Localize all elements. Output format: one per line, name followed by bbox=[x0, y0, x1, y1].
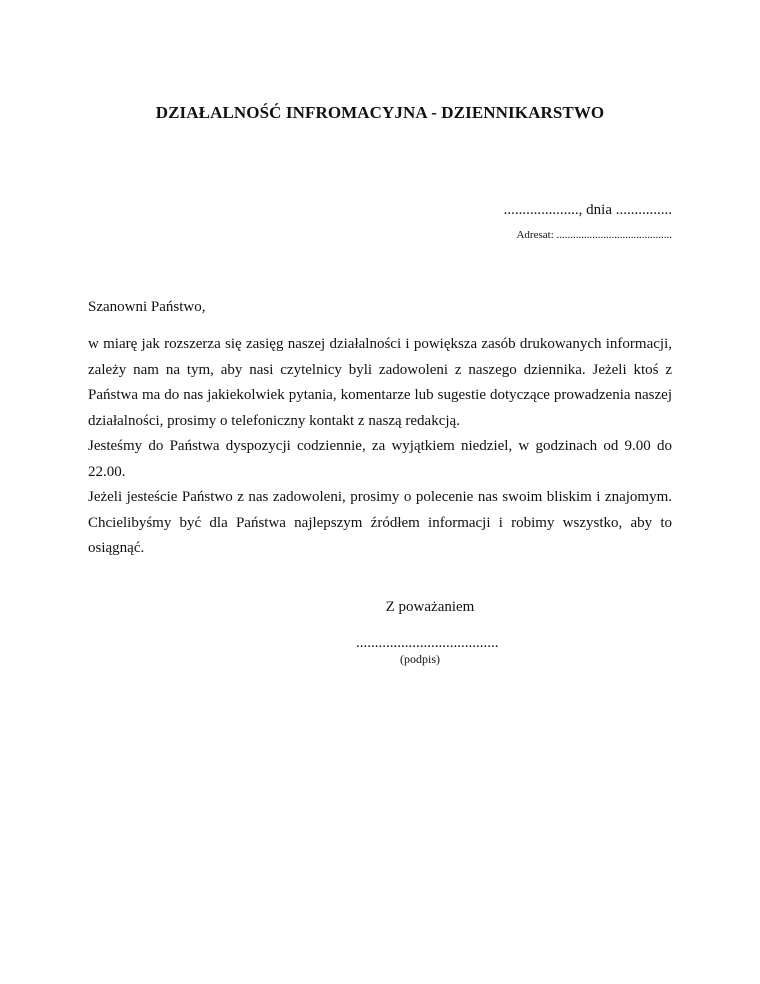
date-line: ...................., dnia ............... bbox=[503, 202, 672, 218]
salutation: Szanowni Państwo, bbox=[88, 299, 206, 315]
body-paragraph: Jeżeli jesteście Państwo z nas zadowoleni, prosimy o polecenie nas swoim bliskim i znajomym. Chcielibyśmy być dla Państwa najlepszym źródłem informacji i robimy wszystko, aby to osiągnąć. bbox=[88, 489, 672, 556]
signature-line: ...................................... bbox=[356, 635, 499, 651]
addressee-line: Adresat: .......................................... bbox=[516, 229, 672, 241]
body-paragraph: Jesteśmy do Państwa dyspozycji codziennie, za wyjątkiem niedziel, w godzinach od 9.00 do 22.00. bbox=[88, 438, 672, 480]
body-paragraph: w miarę jak rozszerza się zasięg naszej działalności i powiększa zasób drukowanych informacji, zależy nam na tym, aby nasi czytelnicy byli zadowoleni z naszego dziennika. Jeżeli ktoś z Państwa ma do nas jakiekolwiek pytania, komentarze lub sugestie dotyczące prowadzenia naszej działalności, prosimy o telefoniczny kontakt z naszą redakcją. bbox=[88, 336, 672, 429]
letter-body bbox=[88, 332, 672, 562]
closing-phrase: Z poważaniem bbox=[385, 599, 475, 615]
document-title: DZIAŁALNOŚĆ INFROMACYJNA - DZIENNIKARSTWO bbox=[155, 103, 605, 122]
signature-caption: (podpis) bbox=[400, 652, 440, 666]
